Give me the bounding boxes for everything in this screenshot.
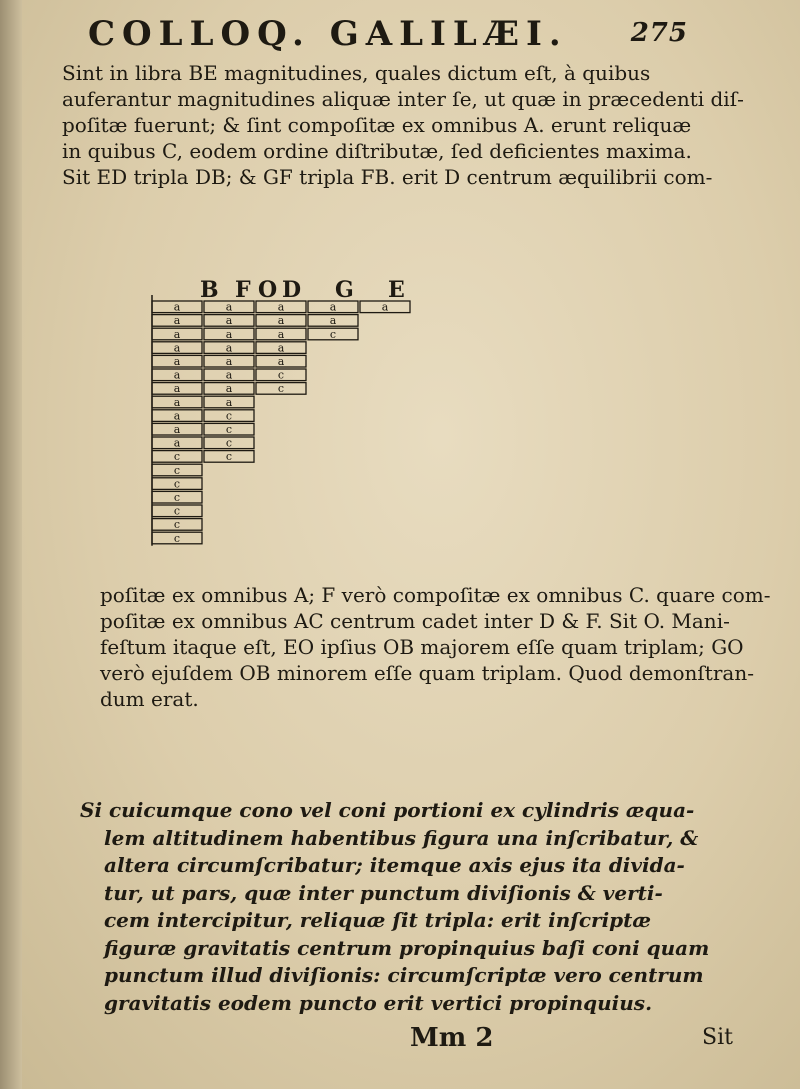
text-line: poſitæ fuerunt; & ſint compoſitæ ex omnibus A. erunt reliquæ <box>62 113 692 137</box>
figure-block <box>204 328 254 341</box>
figure-block-letter: c <box>173 504 181 518</box>
figure-block-letter: a <box>173 382 181 396</box>
figure-block <box>204 355 254 368</box>
figure-block-letter: a <box>173 314 181 328</box>
figure-block <box>152 369 202 382</box>
figure-block <box>152 464 202 477</box>
page-header <box>88 14 688 58</box>
figure-block-letter: a <box>329 300 337 314</box>
page-number: 275 <box>630 18 688 48</box>
figure-block <box>360 301 410 314</box>
paragraph-2 <box>100 582 771 712</box>
figure-block <box>152 437 202 450</box>
text-line: poſitæ ex omnibus A; F verò compoſitæ ex omnibus C. quare com- <box>100 583 771 607</box>
text-line: poſitæ ex omnibus AC centrum cadet inter D & F. Sit O. Mani- <box>100 609 730 633</box>
figure-block <box>256 355 306 368</box>
page-footer <box>0 1023 800 1057</box>
figure-block-letter: a <box>225 395 233 409</box>
figure-block-letter: a <box>173 409 181 423</box>
stacked-cylinders-diagram <box>130 285 450 555</box>
figure-block-letter: a <box>173 423 181 436</box>
figure-block <box>204 396 254 409</box>
figure-block <box>152 409 202 422</box>
figure-block <box>152 505 202 518</box>
figure-block-letter: a <box>277 355 285 368</box>
figure-label-e: E <box>388 277 407 303</box>
figure-block-letter: a <box>225 300 233 314</box>
figure-block-letter: a <box>173 341 181 355</box>
text-line: verò ejuſdem OB minorem eſſe quam triplam. Quod demonſtran- <box>100 661 754 685</box>
figure-block-letter: a <box>329 314 337 328</box>
figure-block-letter: a <box>225 314 233 328</box>
figure-block-letter: a <box>225 341 233 355</box>
figure-block-letter: c <box>225 450 233 464</box>
figure-block <box>204 341 254 354</box>
figure-block-letter: c <box>277 368 285 382</box>
text-line: dum erat. <box>100 687 199 711</box>
figure-block-letter: c <box>225 436 233 450</box>
figure-block <box>256 341 306 354</box>
figure-block <box>308 328 358 341</box>
figure-block-letter: a <box>277 314 285 328</box>
text-line: gravitatis eodem puncto erit vertici propinquius. <box>104 990 653 1015</box>
figure-block-letter: c <box>173 463 181 477</box>
text-line: feſtum itaque eſt, EO ipſius OB majorem eſſe quam triplam; GO <box>100 635 744 659</box>
figure-block-letter: c <box>173 477 181 491</box>
figure-block-letter: a <box>277 300 285 314</box>
balance-figure <box>130 277 450 555</box>
figure-block <box>204 382 254 395</box>
figure-block <box>204 409 254 422</box>
figure-block <box>152 518 202 531</box>
figure-block-letter: a <box>173 436 181 450</box>
figure-block <box>152 328 202 341</box>
figure-block <box>152 382 202 395</box>
figure-block-letter: a <box>225 355 233 368</box>
text-line: lem altitudinem habentibus figura una inſcribatur, & <box>104 825 699 850</box>
paragraph-1 <box>62 60 752 190</box>
figure-block <box>256 382 306 395</box>
figure-block <box>256 314 306 327</box>
figure-block <box>204 301 254 314</box>
text-line: Sit ED tripla DB; & GF tripla FB. erit D centrum æquilibrii com- <box>62 165 713 189</box>
figure-block-letter: a <box>173 395 181 409</box>
figure-label-f: F <box>235 277 253 303</box>
figure-block-letter: c <box>173 518 181 532</box>
text-line: figuræ gravitatis centrum propinquius baſi coni quam <box>104 935 710 960</box>
figure-block <box>152 491 202 504</box>
text-line: in quibus C, eodem ordine diſtributæ, ſed deficientes maxima. <box>62 139 692 163</box>
text-line: punctum illud diviſionis: circumſcriptæ vero centrum <box>104 963 704 987</box>
figure-block <box>256 328 306 341</box>
signature-mark: Mm 2 <box>410 1023 494 1053</box>
figure-block <box>308 314 358 327</box>
figure-block <box>204 423 254 436</box>
figure-block <box>152 314 202 327</box>
proposition-paragraph <box>80 797 780 1017</box>
figure-block-letter: a <box>173 355 181 368</box>
figure-block <box>152 396 202 409</box>
text-line: altera circumſcribatur; itemque axis ejus ita divida- <box>104 853 685 877</box>
text-line: Sint in libra BE magnitudines, quales dictum eſt, à quibus <box>62 61 651 85</box>
figure-label-g: G <box>335 277 356 303</box>
figure-block-letter: a <box>225 382 233 396</box>
figure-block <box>152 355 202 368</box>
figure-block-letter: c <box>225 423 233 436</box>
text-line: auferantur magnitudines aliquæ inter ſe, ut quæ in præcedenti diſ- <box>62 87 744 111</box>
figure-block-letter: c <box>173 450 181 464</box>
text-line: Si cuicumque cono vel coni portioni ex cylindris æqua- <box>80 798 695 822</box>
figure-block-letter: a <box>277 327 285 341</box>
text-line: cem intercipitur, reliquæ ſit tripla: erit inſcriptæ <box>104 908 652 932</box>
figure-block-letter: a <box>173 327 181 341</box>
figure-block <box>204 314 254 327</box>
figure-label-o: O <box>258 277 280 303</box>
figure-block-letter: c <box>173 531 181 545</box>
figure-block-letter: c <box>277 382 285 396</box>
figure-block-letter: a <box>173 368 181 382</box>
figure-block-letter: a <box>225 368 233 382</box>
running-title: COLLOQ. GALILÆI. <box>88 14 568 54</box>
figure-block <box>204 369 254 382</box>
figure-label-b: B <box>200 277 221 303</box>
figure-block <box>152 477 202 490</box>
figure-block <box>152 423 202 436</box>
figure-block <box>204 437 254 450</box>
figure-block <box>152 301 202 314</box>
figure-block-letter: c <box>225 409 233 423</box>
catchword: Sit <box>702 1025 733 1050</box>
figure-block <box>256 301 306 314</box>
figure-block-letter: a <box>225 327 233 341</box>
figure-block-letter: a <box>277 341 285 355</box>
figure-block-letter: a <box>381 300 389 314</box>
figure-block <box>256 369 306 382</box>
figure-block <box>152 341 202 354</box>
page-binding-edge <box>0 0 22 1089</box>
text-line: tur, ut pars, quæ inter punctum diviſionis & verti- <box>104 880 663 905</box>
figure-block-letter: c <box>329 327 337 341</box>
figure-block <box>152 532 202 545</box>
figure-block <box>152 450 202 463</box>
figure-block <box>204 450 254 463</box>
figure-block <box>308 301 358 314</box>
figure-block-letter: c <box>173 491 181 504</box>
figure-label-d: D <box>282 277 304 303</box>
figure-block-letter: a <box>173 300 181 314</box>
